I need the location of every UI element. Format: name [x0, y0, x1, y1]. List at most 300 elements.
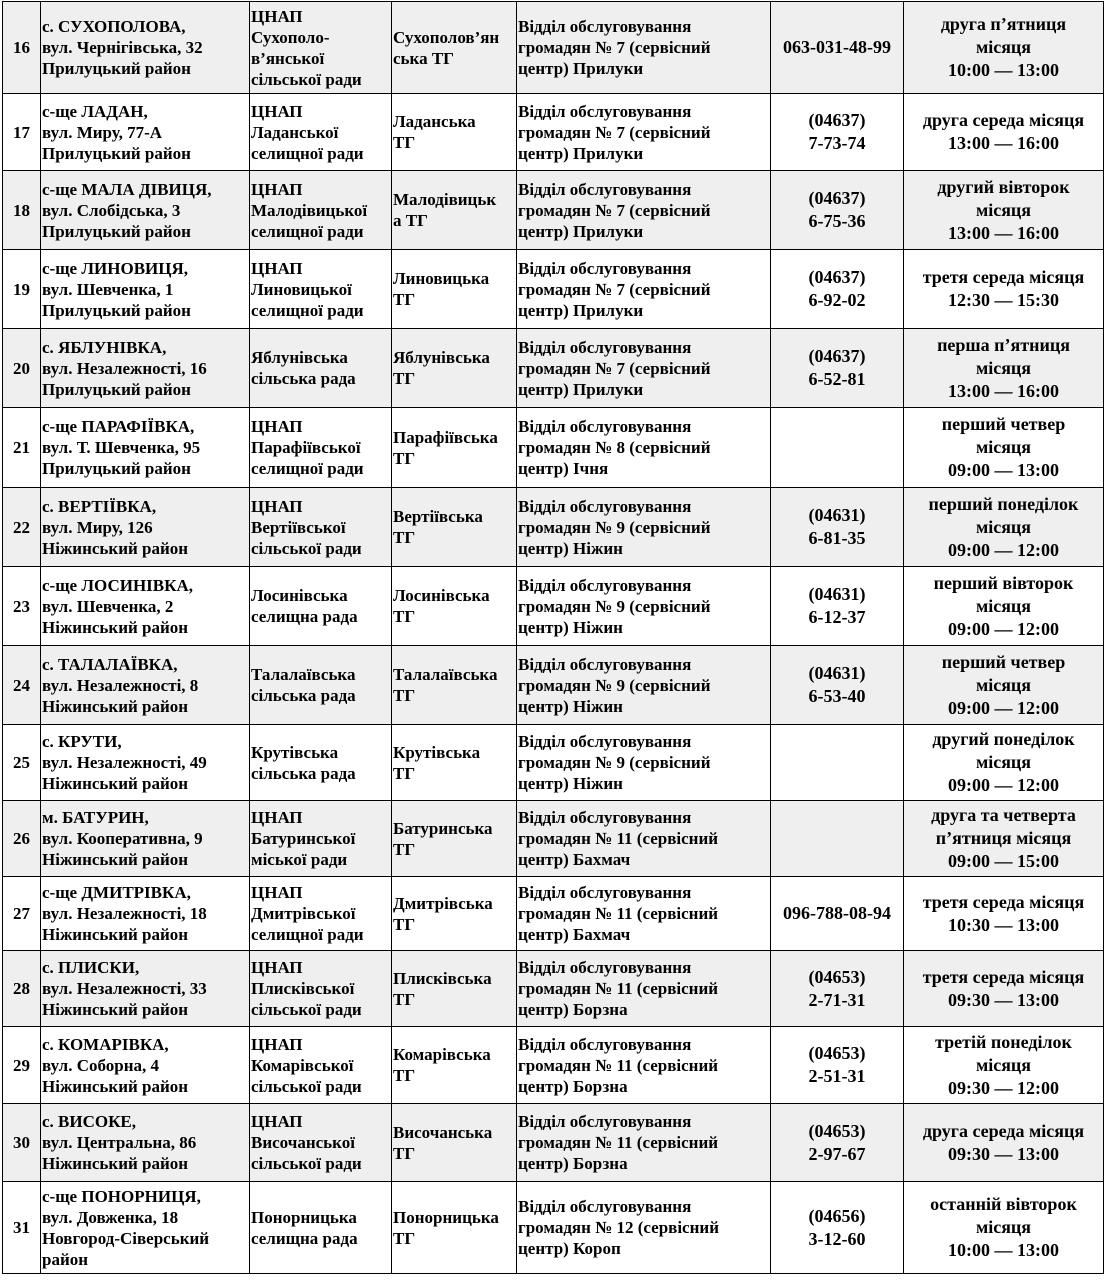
address-cell [41, 567, 250, 646]
schedule-line: 10:00 — 13:00 [948, 60, 1059, 80]
phone-cell [771, 488, 904, 567]
cnap-cell [250, 1182, 392, 1274]
row-number-cell: 20 [3, 329, 41, 408]
phone-cell [771, 2, 904, 94]
service-center-line: Відділ обслуговування [518, 179, 692, 199]
row-number-cell: 30 [3, 1104, 41, 1182]
service-center-line: Відділ обслуговування [518, 808, 692, 827]
phone-line: (04631) [808, 584, 866, 604]
address-line: с-ще ЛОСИНІВКА, [42, 575, 193, 595]
community-line: ТГ [393, 686, 416, 705]
schedule-line: місяця [975, 1054, 1032, 1075]
address-line: вул. Т. Шевченка, 95 [42, 438, 201, 457]
cnap-cell [250, 646, 392, 725]
address-line: вул. Миру, 77-А [42, 122, 163, 142]
service-center-cell [517, 1027, 771, 1104]
cnap-line: ЦНАП [251, 6, 303, 26]
community-line: ТГ [393, 763, 416, 783]
schedule-cell [904, 1027, 1104, 1104]
cnap-cell [250, 94, 392, 171]
community-line: ТГ [393, 839, 416, 859]
address-line: вул. Соборна, 4 [42, 1055, 160, 1075]
address-line: Прилуцький район [42, 221, 191, 241]
cnap-line: Парафіївської [251, 438, 361, 457]
schedule-cell [904, 646, 1104, 725]
row-number-cell: 24 [3, 646, 41, 725]
table-row [3, 801, 1104, 877]
schedule-cell [904, 94, 1104, 171]
address-line: Ніжинський район [42, 1000, 189, 1019]
cnap-line: селищної ради [251, 925, 364, 944]
community-cell [392, 2, 517, 94]
table-row [3, 877, 1104, 951]
phone-cell [771, 1182, 904, 1274]
service-center-line: Відділ обслуговування [518, 1034, 692, 1054]
phone-line: 6-53-40 [808, 686, 866, 706]
service-center-line: центр) Ніжин [518, 774, 623, 793]
phone-line: (04631) [808, 663, 866, 683]
table-row [3, 1027, 1104, 1104]
service-center-line: Відділ обслуговування [518, 654, 692, 674]
table-row [3, 488, 1104, 567]
schedule-line: 09:00 — 13:00 [948, 460, 1059, 480]
schedule-line: 13:00 — 16:00 [948, 380, 1059, 401]
service-center-line: центр) Прилуки [518, 379, 644, 399]
address-cell [41, 1104, 250, 1182]
schedule-line: перший понеділок [928, 493, 1079, 514]
schedule-line: друга середа місяця [922, 110, 1085, 130]
community-line: ТГ [393, 607, 416, 626]
schedule-cell [904, 250, 1104, 329]
row-number-cell: 26 [3, 801, 41, 877]
address-line: вул. Довженка, 18 [42, 1207, 179, 1227]
service-center-line: Відділ обслуговування [518, 883, 692, 902]
community-cell [392, 1182, 517, 1274]
cnap-cell [250, 488, 392, 567]
table-row [3, 250, 1104, 329]
community-line: Ладанська [393, 112, 476, 131]
schedule-line: місяця [975, 595, 1032, 616]
cnap-line: ЦНАП [251, 883, 303, 902]
service-center-line: Відділ обслуговування [518, 732, 692, 751]
service-center-line: центр) Прилуки [518, 300, 644, 320]
address-line: Ніжинський район [42, 696, 189, 716]
service-center-line: центр) Ічня [518, 459, 609, 478]
cnap-line: селищної ради [251, 221, 364, 241]
service-center-line: центр) Борзна [518, 1000, 628, 1019]
table-row [3, 329, 1104, 408]
community-line: Вертіївська [393, 507, 483, 526]
address-line: вул. Незалежності, 8 [42, 675, 199, 695]
phone-cell [771, 567, 904, 646]
address-line: Новгород-Сіверський [42, 1228, 210, 1248]
phone-cell [771, 1104, 904, 1182]
address-line: с. КРУТИ, [42, 732, 122, 751]
schedule-line: місяця [975, 674, 1032, 695]
address-line: Ніжинський район [42, 617, 189, 637]
cnap-cell [250, 250, 392, 329]
phone-line: 7-73-74 [808, 133, 866, 153]
service-center-line: центр) Бахмач [518, 850, 631, 869]
address-line: с-ще ЛИНОВИЦЯ, [42, 258, 189, 278]
address-cell [41, 877, 250, 951]
address-line: Прилуцький район [42, 459, 191, 478]
cnap-line: ЦНАП [251, 258, 303, 278]
service-center-line: громадян № 12 (сервісний [518, 1218, 719, 1237]
schedule-line: місяця [975, 516, 1032, 537]
cnap-line: сільської ради [251, 1154, 362, 1173]
schedule-line: місяця [975, 357, 1032, 378]
community-line: Сухополов’ян [393, 27, 500, 47]
address-cell [41, 408, 250, 488]
schedule-line: третя середа місяця [922, 267, 1085, 287]
community-cell [392, 801, 517, 877]
address-line: с-ще ДМИТРІВКА, [42, 883, 191, 902]
community-cell [392, 877, 517, 951]
row-number-cell: 16 [3, 2, 41, 94]
service-center-line: громадян № 11 (сервісний [518, 829, 719, 848]
address-cell [41, 646, 250, 725]
cnap-cell [250, 567, 392, 646]
address-line: с. ПЛИСКИ, [42, 958, 140, 977]
cnap-line: Батуринської [251, 829, 356, 848]
schedule-line: місяця [975, 1217, 1032, 1237]
cnap-line: Лосинівська [251, 586, 348, 605]
service-center-line: Відділ обслуговування [518, 337, 692, 357]
schedule-line: 09:00 — 12:00 [948, 775, 1059, 795]
service-center-line: громадян № 7 (сервісний [518, 122, 711, 142]
cnap-line: Плисківської [251, 979, 355, 998]
service-center-line: громадян № 8 (сервісний [518, 438, 711, 457]
address-line: вул. Чернігівська, 32 [42, 38, 203, 57]
cnap-cell [250, 877, 392, 951]
address-line: с. ЯБЛУНІВКА, [42, 337, 167, 357]
address-line: вул. Шевченка, 2 [42, 596, 174, 616]
schedule-line: останній вівторок [930, 1194, 1077, 1214]
phone-line: (04637) [808, 188, 866, 208]
cnap-line: ЦНАП [251, 179, 303, 199]
phone-line: 6-75-36 [808, 211, 866, 231]
service-center-line: громадян № 7 (сервісний [518, 358, 711, 378]
cnap-line: ЦНАП [251, 958, 303, 977]
service-center-cell [517, 329, 771, 408]
community-line: Талалаївська [393, 665, 498, 684]
schedule-line: місяця [975, 752, 1032, 772]
address-line: с. КОМАРІВКА, [42, 1034, 169, 1054]
cnap-line: селищна рада [251, 1228, 358, 1248]
service-center-line: Відділ обслуговування [518, 17, 692, 36]
phone-cell [771, 801, 904, 877]
community-line: ТГ [393, 133, 416, 152]
table-row [3, 2, 1104, 94]
address-cell [41, 329, 250, 408]
cnap-line: Дмитрівської [251, 904, 356, 923]
schedule-line: 09:30 — 13:00 [948, 1143, 1059, 1164]
address-cell [41, 725, 250, 801]
cnap-line: сільської ради [251, 1000, 362, 1019]
cnap-line: селищної ради [251, 459, 364, 478]
schedule-cell [904, 877, 1104, 951]
table-row [3, 171, 1104, 250]
cnap-line: Понорницька [251, 1207, 357, 1227]
schedule-cell [904, 2, 1104, 94]
phone-cell [771, 951, 904, 1027]
community-line: Понорницька [393, 1207, 499, 1227]
phone-line: 2-71-31 [808, 989, 866, 1010]
community-cell [392, 250, 517, 329]
service-center-cell [517, 408, 771, 488]
service-center-line: центр) Ніжин [518, 696, 623, 716]
cnap-line: міської ради [251, 850, 348, 869]
address-line: вул. Незалежності, 49 [42, 753, 207, 772]
address-line: Прилуцький район [42, 143, 191, 163]
cnap-cell [250, 951, 392, 1027]
address-cell [41, 488, 250, 567]
schedule-cell [904, 725, 1104, 801]
service-center-cell [517, 567, 771, 646]
cnap-cell [250, 2, 392, 94]
service-center-cell [517, 1182, 771, 1274]
cnap-cell [250, 171, 392, 250]
cnap-cell [250, 1104, 392, 1182]
service-center-cell [517, 801, 771, 877]
service-center-cell [517, 171, 771, 250]
schedule-cell [904, 408, 1104, 488]
row-number-cell: 19 [3, 250, 41, 329]
cnap-line: Ладанської [251, 122, 339, 142]
address-line: вул. Незалежності, 33 [42, 979, 207, 998]
schedule-line: третя середа місяця [922, 891, 1085, 912]
address-line: Ніжинський район [42, 1154, 189, 1173]
cnap-line: сільська рада [251, 369, 356, 388]
phone-line: 6-92-02 [808, 290, 866, 310]
phone-line: (04656) [808, 1205, 866, 1226]
table-row [3, 646, 1104, 725]
address-line: вул. Миру, 126 [42, 517, 153, 537]
address-line: с-ще ПАРАФІЇВКА, [42, 417, 195, 436]
cnap-line: Комарівської [251, 1055, 354, 1075]
cnap-line: Малодівицької [251, 200, 368, 220]
schedule-line: п’ятниця місяця [935, 828, 1072, 848]
service-center-line: Відділ обслуговування [518, 101, 692, 121]
cnap-line: сільської ради [251, 1076, 362, 1096]
service-center-line: Відділ обслуговування [518, 496, 692, 516]
table-row [3, 1182, 1104, 1274]
schedule-cell [904, 951, 1104, 1027]
schedule-line: 10:00 — 13:00 [948, 1240, 1059, 1260]
row-number-cell: 31 [3, 1182, 41, 1274]
cnap-line: селищної ради [251, 143, 364, 163]
cnap-line: Крутівська [251, 742, 339, 762]
schedule-line: другий вівторок [937, 176, 1070, 197]
address-line: с. СУХОПОЛОВА, [42, 17, 186, 36]
phone-line: (04653) [808, 1043, 866, 1063]
address-cell [41, 250, 250, 329]
schedule-cell [904, 567, 1104, 646]
community-line: ТГ [393, 369, 416, 388]
cnap-cell [250, 725, 392, 801]
address-line: с. ВЕРТІЇВКА, [42, 496, 157, 516]
community-line: ТГ [393, 1143, 416, 1163]
schedule-cell [904, 171, 1104, 250]
address-line: вул. Слобідська, 3 [42, 200, 181, 220]
phone-line: 063-031-48-99 [783, 37, 891, 57]
community-line: Парафіївська [393, 427, 498, 447]
phone-line: 3-12-60 [808, 1228, 866, 1249]
community-cell [392, 725, 517, 801]
schedule-line: 09:30 — 13:00 [948, 989, 1059, 1010]
schedule-line: друга п’ятниця [940, 14, 1067, 34]
community-cell [392, 329, 517, 408]
community-line: ТГ [393, 914, 416, 934]
phone-cell [771, 171, 904, 250]
cnap-line: Вертіївської [251, 517, 346, 537]
service-center-line: Відділ обслуговування [518, 417, 692, 436]
address-line: Ніжинський район [42, 850, 189, 869]
phone-line: (04637) [808, 110, 866, 130]
service-center-line: громадян № 11 (сервісний [518, 904, 719, 923]
cnap-line: ЦНАП [251, 1034, 303, 1054]
cnap-line: Сухополо- [251, 27, 330, 47]
schedule-line: 13:00 — 16:00 [948, 222, 1059, 243]
schedule-line: 12:30 — 15:30 [948, 290, 1059, 310]
service-center-line: центр) Ніжин [518, 538, 623, 558]
community-line: Крутівська [393, 742, 481, 762]
community-line: Яблунівська [393, 348, 490, 367]
address-line: вул. Незалежності, 18 [42, 904, 207, 923]
schedule-line: перший четвер [941, 651, 1066, 672]
service-center-line: громадян № 9 (сервісний [518, 675, 711, 695]
cnap-line: сільська рада [251, 686, 356, 705]
schedule-line: місяця [975, 437, 1032, 457]
service-center-line: центр) Прилуки [518, 59, 644, 78]
schedule-cell [904, 488, 1104, 567]
row-number-cell: 23 [3, 567, 41, 646]
phone-cell [771, 646, 904, 725]
row-number-cell: 21 [3, 408, 41, 488]
schedule-line: місяця [975, 199, 1032, 220]
address-line: Ніжинський район [42, 774, 189, 793]
service-center-line: центр) Прилуки [518, 221, 644, 241]
cnap-line: сільської ради [251, 538, 362, 558]
cnap-line: селищна рада [251, 607, 358, 626]
cnap-cell [250, 408, 392, 488]
address-cell [41, 1027, 250, 1104]
service-center-line: Відділ обслуговування [518, 958, 692, 977]
cnap-line: селищної ради [251, 300, 364, 320]
schedule-cell [904, 1104, 1104, 1182]
service-center-line: центр) Ніжин [518, 617, 623, 637]
row-number-cell: 27 [3, 877, 41, 951]
address-cell [41, 94, 250, 171]
address-cell [41, 171, 250, 250]
community-line: Малодівицьк [393, 190, 497, 209]
schedule-cell [904, 801, 1104, 877]
service-center-line: громадян № 11 (сервісний [518, 1055, 719, 1075]
schedule-line: перший вівторок [933, 572, 1074, 593]
row-number-cell: 29 [3, 1027, 41, 1104]
community-cell [392, 1027, 517, 1104]
address-line: Прилуцький район [42, 59, 191, 78]
phone-cell [771, 1027, 904, 1104]
community-line: ТГ [393, 989, 416, 1009]
cnap-line: в’янської [251, 48, 325, 68]
service-center-line: центр) Короп [518, 1239, 621, 1258]
service-center-cell [517, 725, 771, 801]
address-cell [41, 1182, 250, 1274]
table-row [3, 94, 1104, 171]
service-center-line: громадян № 7 (сервісний [518, 279, 711, 299]
cnap-cell [250, 1027, 392, 1104]
community-line: Линовицька [393, 269, 490, 288]
address-line: с-ще ЛАДАН, [42, 101, 148, 121]
service-center-line: Відділ обслуговування [518, 575, 692, 595]
service-center-line: громадян № 9 (сервісний [518, 517, 711, 537]
community-cell [392, 408, 517, 488]
cnap-line: ЦНАП [251, 417, 303, 436]
service-center-line: громадян № 9 (сервісний [518, 596, 711, 616]
community-cell [392, 951, 517, 1027]
table-row [3, 1104, 1104, 1182]
address-line: Ніжинський район [42, 925, 189, 944]
community-cell [392, 488, 517, 567]
row-number-cell: 17 [3, 94, 41, 171]
service-center-cell [517, 951, 771, 1027]
schedule-cell [904, 1182, 1104, 1274]
schedule-line: 10:30 — 13:00 [948, 914, 1059, 935]
community-line: ська ТГ [393, 48, 454, 68]
address-line: с-ще МАЛА ДІВИЦЯ, [42, 179, 212, 199]
address-cell [41, 951, 250, 1027]
community-line: Лосинівська [393, 586, 490, 605]
address-line: с. ВИСОКЕ, [42, 1112, 137, 1131]
cnap-line: ЦНАП [251, 1112, 303, 1131]
phone-line: (04653) [808, 1120, 866, 1141]
cnap-line: ЦНАП [251, 496, 303, 516]
service-center-line: центр) Борзна [518, 1154, 628, 1173]
phone-line: 2-51-31 [808, 1066, 866, 1086]
community-line: ТГ [393, 528, 416, 547]
service-center-cell [517, 1104, 771, 1182]
phone-line: 2-97-67 [808, 1143, 866, 1164]
address-line: с-ще ПОНОРНИЦЯ, [42, 1186, 201, 1206]
cnap-line: Талалаївська [251, 665, 356, 684]
community-cell [392, 171, 517, 250]
table-row [3, 567, 1104, 646]
phone-line: (04631) [808, 505, 866, 525]
service-center-cell [517, 2, 771, 94]
address-line: вул. Незалежності, 16 [42, 358, 207, 378]
address-line: вул. Шевченка, 1 [42, 279, 174, 299]
schedule-line: другий понеділок [932, 729, 1075, 749]
address-line: район [42, 1249, 89, 1269]
row-number-cell: 25 [3, 725, 41, 801]
row-number-cell: 18 [3, 171, 41, 250]
cnap-cell [250, 801, 392, 877]
row-number-cell: 22 [3, 488, 41, 567]
community-line: ТГ [393, 1066, 416, 1085]
community-line: Комарівська [393, 1045, 491, 1064]
schedule-line: третій понеділок [935, 1031, 1072, 1052]
schedule-line: друга та четверта [931, 805, 1076, 825]
phone-cell [771, 94, 904, 171]
service-center-line: громадян № 7 (сервісний [518, 38, 711, 57]
phone-line: (04637) [808, 267, 866, 287]
address-line: вул. Центральна, 86 [42, 1133, 197, 1152]
community-cell [392, 94, 517, 171]
community-line: ТГ [393, 1228, 416, 1248]
community-line: Батуринська [393, 818, 493, 838]
